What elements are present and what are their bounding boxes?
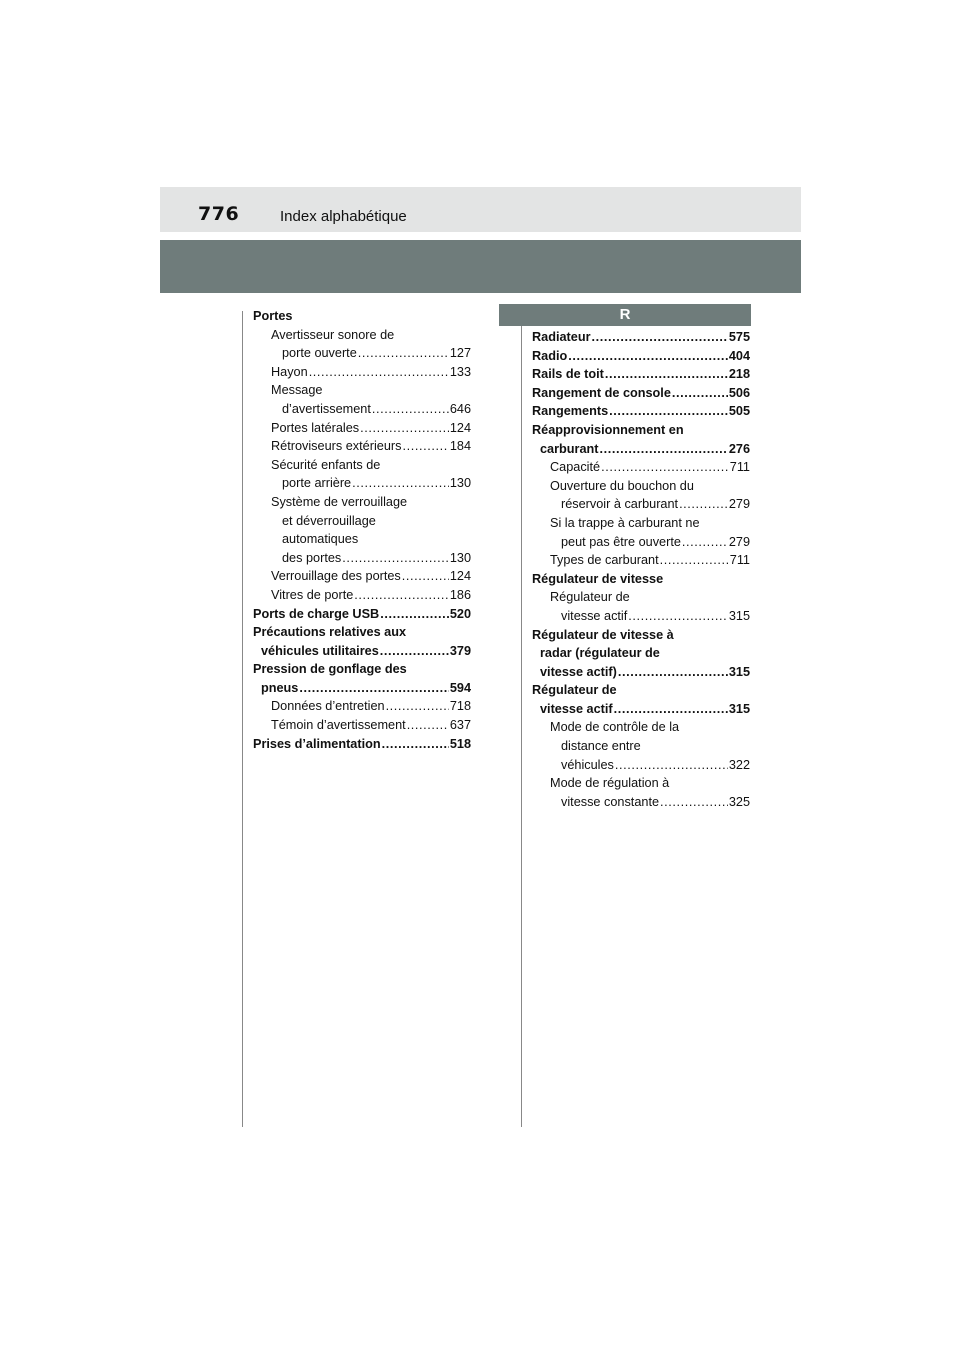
index-entry-text: Portes latérales [271, 420, 360, 435]
index-entry [532, 328, 750, 347]
section-band [160, 240, 801, 293]
index-entry [532, 700, 750, 719]
index-entry-text: Avertisseur sonore de [271, 327, 395, 342]
index-column-right [532, 328, 750, 811]
index-entry-text: Témoin d’avertissement [271, 718, 406, 733]
index-entry [532, 737, 750, 756]
index-entry-text: vitesse actif) [540, 664, 617, 679]
dot-leader [660, 551, 729, 570]
index-entry [253, 716, 471, 735]
index-entry-page: 315 [728, 701, 750, 716]
index-entry [532, 533, 750, 552]
index-entry [253, 363, 471, 382]
index-entry-text: radar (régulateur de [540, 646, 660, 661]
index-entry [253, 400, 471, 419]
dot-leader [360, 419, 449, 438]
index-entry-page: 506 [728, 385, 750, 400]
index-entry-text: Régulateur de vitesse [532, 571, 664, 586]
index-entry-page: 218 [728, 367, 750, 382]
dot-leader [382, 735, 449, 754]
index-entry-text: automatiques [282, 532, 359, 547]
index-entry [532, 365, 750, 384]
index-entry-text: Portes [253, 309, 293, 323]
index-entry-page: 322 [728, 757, 750, 772]
index-entry-text: Verrouillage des portes [271, 569, 401, 584]
index-entry [532, 607, 750, 626]
dot-leader [672, 384, 728, 403]
index-entry [532, 384, 750, 403]
index-entry [253, 474, 471, 493]
index-entry-page: 520 [449, 606, 471, 621]
index-entry [532, 644, 750, 663]
index-entry-text: Rangements [532, 404, 609, 419]
page-header [160, 187, 801, 232]
index-entry [253, 437, 471, 456]
index-entry-page: 637 [449, 718, 471, 733]
index-entry [253, 549, 471, 568]
index-entry-page: 646 [449, 401, 471, 416]
index-entry [532, 458, 750, 477]
dot-leader [386, 697, 449, 716]
index-entry-page: 124 [449, 420, 471, 435]
dot-leader [354, 586, 449, 605]
index-entry [253, 586, 471, 605]
dot-leader [402, 437, 448, 456]
index-entry [253, 381, 471, 400]
page-number: 776 [198, 203, 240, 225]
index-entry-page: 186 [449, 587, 471, 602]
index-entry-text: Ouverture du bouchon du [550, 478, 694, 493]
index-entry [253, 679, 471, 698]
index-entry-text: vitesse actif [561, 608, 628, 623]
index-entry-text: Prises d’alimentation [253, 736, 381, 751]
column-divider-right [521, 311, 522, 1127]
index-entry-text: Message [271, 383, 323, 398]
index-entry-page: 127 [449, 346, 471, 361]
index-entry-text: Rails de toit [532, 367, 604, 382]
index-entry-page: 315 [728, 664, 750, 679]
index-entry-text: Rétroviseurs extérieurs [271, 439, 402, 454]
dot-leader [615, 756, 728, 775]
index-entry-text: Radiateur [532, 330, 591, 344]
index-entry-text: Régulateur de [532, 683, 617, 698]
index-entry [532, 514, 750, 533]
index-entry [532, 402, 750, 421]
dot-leader [372, 400, 449, 419]
index-entry [253, 642, 471, 661]
dot-leader [380, 605, 449, 624]
index-entry [253, 344, 471, 363]
index-entry-text: Mode de contrôle de la [550, 720, 680, 735]
index-entry-page: 315 [728, 608, 750, 623]
index-entry-text: des portes [282, 550, 342, 565]
index-entry [253, 326, 471, 345]
dot-leader [407, 716, 449, 735]
index-entry-text: et déverrouillage [282, 513, 376, 528]
letter-tab: R [499, 304, 751, 326]
index-entry [532, 440, 750, 459]
index-entry [253, 697, 471, 716]
index-entry-text: Pression de gonflage des [253, 662, 407, 677]
index-entry-text: Régulateur de [550, 590, 630, 605]
dot-leader [592, 328, 728, 347]
dot-leader [358, 344, 449, 363]
index-entry [253, 530, 471, 549]
dot-leader [299, 679, 448, 698]
index-entry [253, 419, 471, 438]
index-entry-text: pneus [261, 680, 299, 695]
dot-leader [568, 347, 728, 366]
index-entry [532, 681, 750, 700]
index-entry [532, 588, 750, 607]
index-entry-page: 124 [449, 569, 471, 584]
index-entry [253, 456, 471, 475]
dot-leader [352, 474, 449, 493]
index-entry-text: porte ouverte [282, 346, 357, 361]
index-entry-text: Sécurité enfants de [271, 457, 381, 472]
index-entry [253, 605, 471, 624]
dot-leader [309, 363, 449, 382]
index-entry-text: Vitres de porte [271, 587, 354, 602]
page-title: Index alphabétique [280, 208, 407, 225]
index-entry [532, 477, 750, 496]
index-entry-page: 379 [449, 643, 471, 658]
index-entry-page: 325 [728, 794, 750, 809]
index-entry [253, 567, 471, 586]
index-entry-text: Si la trappe à carburant ne [550, 515, 700, 530]
index-entry [532, 756, 750, 775]
index-entry [253, 660, 471, 679]
index-entry-text: Mode de régulation à [550, 776, 670, 791]
index-entry [253, 512, 471, 531]
index-entry [532, 551, 750, 570]
index-entry-page: 711 [729, 553, 750, 568]
index-entry-page: 711 [729, 460, 750, 475]
index-entry [253, 493, 471, 512]
dot-leader [614, 700, 728, 719]
index-entry-page: 518 [449, 736, 471, 751]
dot-leader [380, 642, 449, 661]
column-divider-left [242, 311, 243, 1127]
index-entry-text: véhicules utilitaires [261, 643, 379, 658]
dot-leader [601, 458, 729, 477]
index-entry-text: Système de verrouillage [271, 494, 408, 509]
index-entry-page: 505 [728, 404, 750, 419]
index-entry-text: vitesse actif [540, 701, 613, 716]
index-entry-text: réservoir à carburant [561, 497, 679, 512]
index-entry-page: 404 [728, 348, 750, 363]
dot-leader [679, 495, 728, 514]
index-entry [532, 495, 750, 514]
index-entry-text: peut pas être ouverte [561, 534, 681, 549]
index-entry-page: 575 [728, 330, 750, 344]
dot-leader [682, 533, 728, 552]
index-entry [253, 735, 471, 754]
index-entry-text: Données d’entretien [271, 699, 385, 714]
index-entry-page: 718 [449, 699, 471, 714]
index-entry-text: Radio [532, 348, 568, 363]
index-entry [532, 663, 750, 682]
index-entry [253, 307, 471, 326]
index-entry-text: Réapprovisionnement en [532, 422, 684, 437]
dot-leader [609, 402, 728, 421]
index-entry [532, 347, 750, 366]
index-entry [532, 626, 750, 645]
index-entry-text: d’avertissement [282, 401, 371, 416]
index-entry-page: 130 [449, 476, 471, 491]
index-entry [532, 718, 750, 737]
index-entry-page: 184 [449, 439, 471, 454]
dot-leader [605, 365, 728, 384]
index-entry-text: Précautions relatives aux [253, 625, 407, 640]
index-entry-page: 130 [449, 550, 471, 565]
index-entry-text: Hayon [271, 364, 308, 379]
index-entry-text: porte arrière [282, 476, 352, 491]
index-entry-text: Rangement de console [532, 385, 671, 400]
index-entry [253, 623, 471, 642]
index-entry-text: Capacité [550, 460, 601, 475]
index-entry-text: véhicules [561, 757, 614, 772]
dot-leader [600, 440, 728, 459]
index-entry [532, 793, 750, 812]
dot-leader [402, 567, 449, 586]
dot-leader [342, 549, 449, 568]
index-entry-page: 276 [728, 441, 750, 456]
dot-leader [660, 793, 728, 812]
index-entry-page: 133 [449, 364, 471, 379]
index-entry-text: carburant [540, 441, 599, 456]
index-entry-page: 594 [449, 680, 471, 695]
index-column-left [253, 307, 471, 753]
index-entry-text: Types de carburant [550, 553, 659, 568]
index-entry-text: Régulateur de vitesse à [532, 627, 674, 642]
index-entry-page: 279 [728, 534, 750, 549]
dot-leader [628, 607, 728, 626]
index-entry-text: Ports de charge USB [253, 606, 380, 621]
index-entry [532, 570, 750, 589]
index-entry [532, 774, 750, 793]
index-entry [532, 421, 750, 440]
index-entry-page: 279 [728, 497, 750, 512]
index-entry-text: distance entre [561, 739, 641, 754]
dot-leader [618, 663, 728, 682]
index-entry-text: vitesse constante [561, 794, 660, 809]
